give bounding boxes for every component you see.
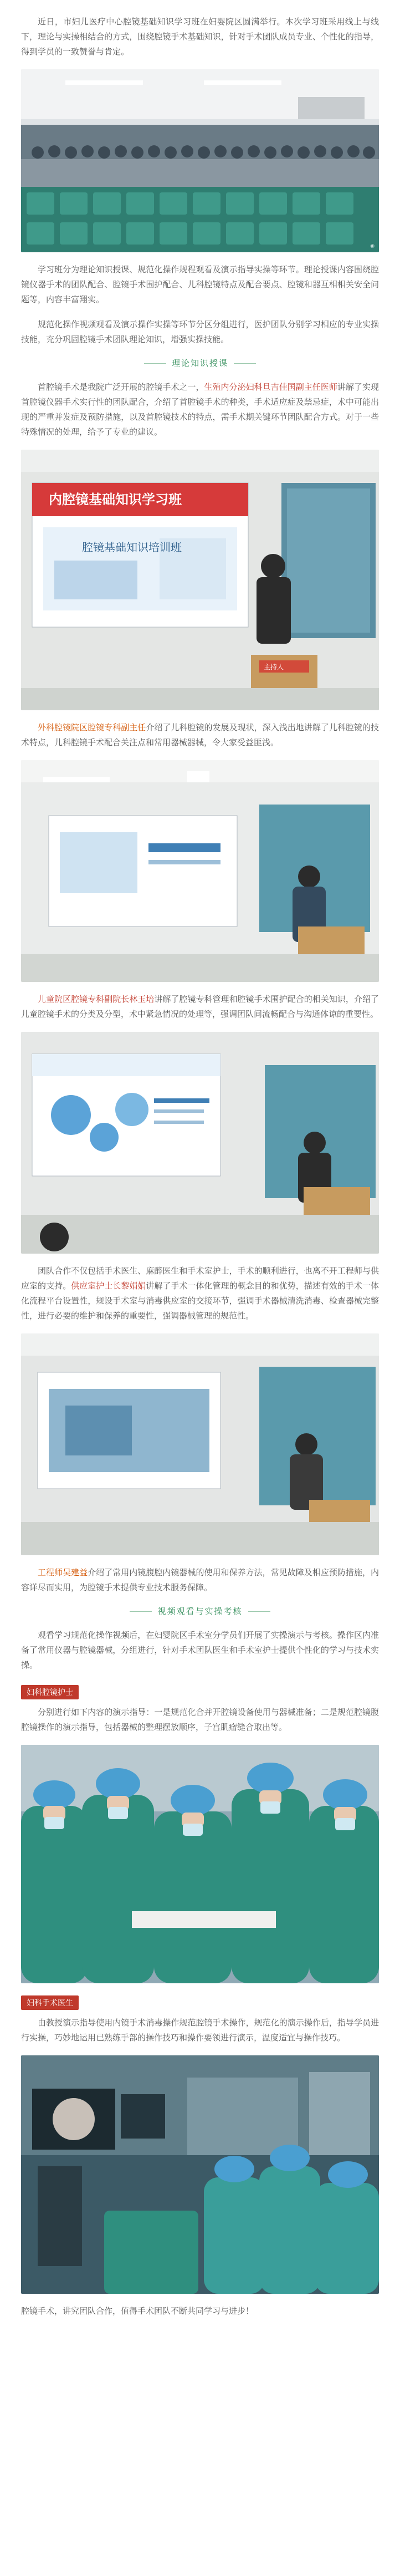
theory-p4-speaker: 供应室护士长黎娟娟 bbox=[71, 1281, 146, 1291]
practice-paragraph-3: 由教授演示指导使用内镜手术消毒操作规范腔镜手术操作，规范化的演示操作后，指导学员进行实操，巧妙地运用已熟练手部的操作技巧和操作要领进行演示，温度适宜与操作技巧。 bbox=[21, 2018, 379, 2043]
lecture-photo-2 bbox=[21, 760, 379, 982]
theory-p2-speaker: 外科腔镜院区腔镜专科副主任 bbox=[38, 722, 146, 732]
slide-title: 腔镜基础知识培训班 bbox=[82, 541, 182, 554]
lecture-photo-4 bbox=[21, 1333, 379, 1555]
theory-p1-post: 讲解了实现首腔镜仪器手术实行性的团队配合，介绍了首腔镜手术的种类，手术适应症及禁忌症，术中可能出现的严重并发症及预防措施，以及首腔镜技术的特点，需手术期关键环节团队配合方式。对于一些特殊情况的处理，给予了专业的建议。 bbox=[21, 382, 379, 437]
practice-paragraph-2: 分别进行如下内容的演示指导：一是规范化合并开腔镜设备使用与器械准备；二是规范腔镜腹腔镜操作的演示指导，包括器械的整理摆放顺序，子宫肌瘤缝合取出等。 bbox=[21, 1707, 379, 1732]
theory-paragraph-5 bbox=[21, 1565, 379, 1595]
banner-text: 内腔镜基础知识学习班 bbox=[49, 492, 182, 507]
theory-p3-speaker: 儿童院区腔镜专科副院长林玉培 bbox=[38, 994, 155, 1004]
section-title-theory bbox=[21, 357, 379, 369]
lecture-photo-3 bbox=[21, 1032, 379, 1254]
practice-paragraph-1: 观看学习规范化操作视频后，在妇婴院区手术室分学员们开展了实操演示与考核。操作区内准备了常用仪器与腔镜器械，分组进行，针对手术团队医生和手术室护士提供个性化的学习与技术实操。 bbox=[21, 1630, 379, 1670]
theory-p4-post: 讲解了手术一体化管理的概念目的和优势，描述有效的手术一体化流程平台设置性，规设手术室与消毒供应室的交接环节，强调手术器械清洗消毒、检查器械完整性，进行必要的维护和保养的重要性，强调器械管理的规范性。 bbox=[21, 1281, 379, 1321]
section-title-practice bbox=[21, 1605, 379, 1617]
intro-paragraph-3: 规范化操作视频观看及演示操作实操等环节分区分组进行，医护团队分别学习相应的专业实操技能，充分巩固腔镜手术团队理论知识，增强实操技能。 bbox=[21, 319, 379, 344]
intro-paragraph-1: 近日，市妇儿医疗中心腔镜基础知识学习班在妇婴院区圆满举行。本次学习班采用线上与线下，理论与实操相结合的方式，围绕腔镜手术基础知识，针对手术团队成员专业、个性化的指导，得到学员的一致赞誉与肯定。 bbox=[21, 17, 379, 57]
theory-paragraph-2 bbox=[21, 720, 379, 750]
tag-doctors: 妇科手术医生 bbox=[21, 1995, 79, 2010]
practice-photo-1 bbox=[21, 1745, 379, 1983]
theory-p5-post: 介绍了常用内镜腹腔内镜器械的使用和保养方法，常见故障及相应预防措施，内容详尽而实用，为腔镜手术提供专业技术服务保障。 bbox=[21, 1567, 379, 1592]
lecture-photo-1 bbox=[21, 450, 379, 710]
section-title-practice-text: 视频观看与实操考核 bbox=[157, 1606, 243, 1616]
group-photo bbox=[21, 69, 379, 252]
theory-p4-pre: 团队合作不仅包括手术医生、麻醉医生和手术室护士，手术的顺利进行，也离不开工程师与供应室的支持。 bbox=[21, 1266, 379, 1291]
theory-paragraph-3 bbox=[21, 992, 379, 1022]
closing-line: 腔镜手术，讲究团队合作，值得手术团队不断共同学习与进步！ bbox=[21, 2306, 254, 2316]
theory-p3-post: 讲解了腔镜专科管理和腔镜手术围护配合的相关知识，介绍了儿童腔镜手术的分类及分型，术中紧急情况的处理等，强调团队间流畅配合与沟通体谅的重要性。 bbox=[21, 994, 379, 1019]
name-plate: 主持人 bbox=[264, 663, 284, 671]
section-title-theory-text: 理论知识授课 bbox=[171, 358, 228, 368]
tag-nurses: 妇科腔镜护士 bbox=[21, 1685, 79, 1699]
theory-paragraph-1 bbox=[21, 380, 379, 440]
theory-p5-speaker: 工程师吴建益 bbox=[38, 1567, 88, 1577]
theory-p2-post: 介绍了儿科腔镜的发展及现状，深入浅出地讲解了儿科腔镜的技术特点，儿科腔镜手术配合关注点和常用器械器械，令大家受益匪浅。 bbox=[21, 722, 379, 747]
theory-p1-speaker: 生殖内分泌妇科旦吉佳国副主任医师 bbox=[204, 382, 337, 392]
intro-paragraph-2: 学习班分为理论知识授课、规范化操作规程观看及演示指导实操等环节。理论授课内容围绕腔镜仪器手术的团队配合、腔镜手术围护配合、儿科腔镜特点及配合要点、腔镜和器互相相关安全问题等，内容丰富翔实。 bbox=[21, 264, 379, 304]
photo-watermark: ◉ bbox=[370, 243, 375, 249]
theory-paragraph-4 bbox=[21, 1264, 379, 1323]
theory-p1-pre: 首腔镜手术是我院广泛开展的腔镜手术之一， bbox=[38, 382, 204, 392]
practice-photo-2 bbox=[21, 2055, 379, 2294]
